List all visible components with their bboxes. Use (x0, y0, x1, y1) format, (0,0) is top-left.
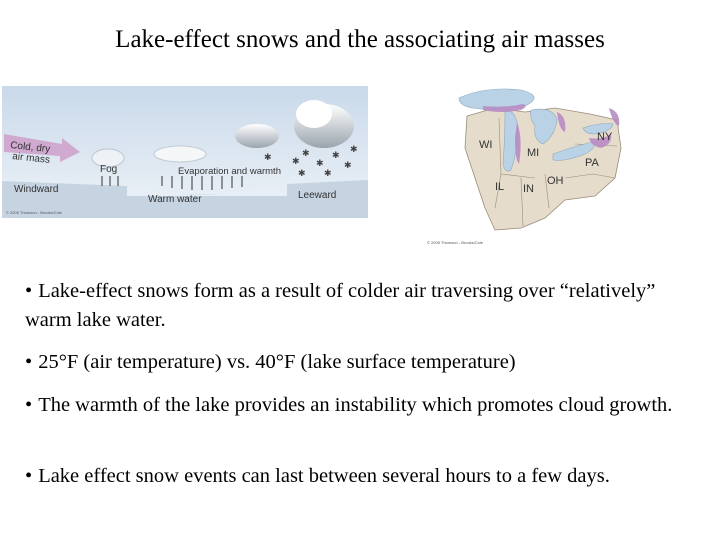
cloud-top (296, 100, 332, 128)
bullet-item (25, 391, 685, 420)
state-label-in: IN (523, 183, 534, 195)
svg-text:✱: ✱ (264, 152, 272, 162)
bullet-item (25, 277, 685, 335)
bullet-text: Lake effect snow events can last between several hours to a few days. (38, 465, 610, 487)
svg-text:✱: ✱ (298, 168, 306, 178)
svg-text:✱: ✱ (324, 168, 332, 178)
evaporation-label: Evaporation and warmth (178, 166, 281, 177)
state-label-oh: OH (547, 175, 564, 187)
medium-cloud (235, 124, 279, 148)
great-lakes-map (425, 78, 625, 248)
state-label-mi: MI (527, 147, 540, 159)
bullet-item (25, 348, 685, 377)
map-credit: © 2005 Thomson - Brooks/Cole (427, 240, 484, 245)
bullet-marker: • (25, 351, 33, 373)
lake-effect-diagram (2, 86, 368, 218)
bullet-marker: • (25, 465, 33, 487)
svg-text:✱: ✱ (332, 150, 340, 160)
svg-text:✱: ✱ (292, 156, 300, 166)
bullet-marker: • (25, 280, 33, 302)
svg-text:✱: ✱ (302, 148, 310, 158)
small-cloud (154, 146, 206, 162)
leeward-label: Leeward (298, 190, 337, 201)
cold-air-label-line1: Cold, dry (9, 140, 51, 156)
svg-text:✱: ✱ (344, 160, 352, 170)
bullet-text: The warmth of the lake provides an instability which promotes cloud growth. (38, 394, 673, 416)
bullet-marker: • (25, 394, 33, 416)
warm-water-label: Warm water (148, 194, 202, 205)
state-label-ny: NY (597, 131, 613, 143)
fog-label: Fog (100, 164, 118, 175)
state-label-wi: WI (479, 139, 493, 151)
windward-label: Windward (14, 184, 59, 195)
diagram-credit: © 2005 Thomson - Brooks/Cole (6, 210, 63, 215)
bullet-item (25, 462, 685, 491)
great-lakes-map-art (425, 78, 625, 248)
state-label-pa: PA (585, 157, 599, 169)
bullet-text: Lake-effect snows form as a result of colder air traversing over “relatively” warm lake water. (25, 280, 656, 331)
slide-title: Lake-effect snows and the associating air masses (115, 26, 605, 53)
svg-text:✱: ✱ (350, 144, 358, 154)
cold-air-label-line2: air mass (11, 151, 51, 166)
svg-text:✱: ✱ (316, 158, 324, 168)
lake-effect-diagram-art (2, 86, 368, 218)
bullet-text: 25°F (air temperature) vs. 40°F (lake surface temperature) (38, 351, 516, 373)
state-label-il: IL (495, 181, 505, 193)
